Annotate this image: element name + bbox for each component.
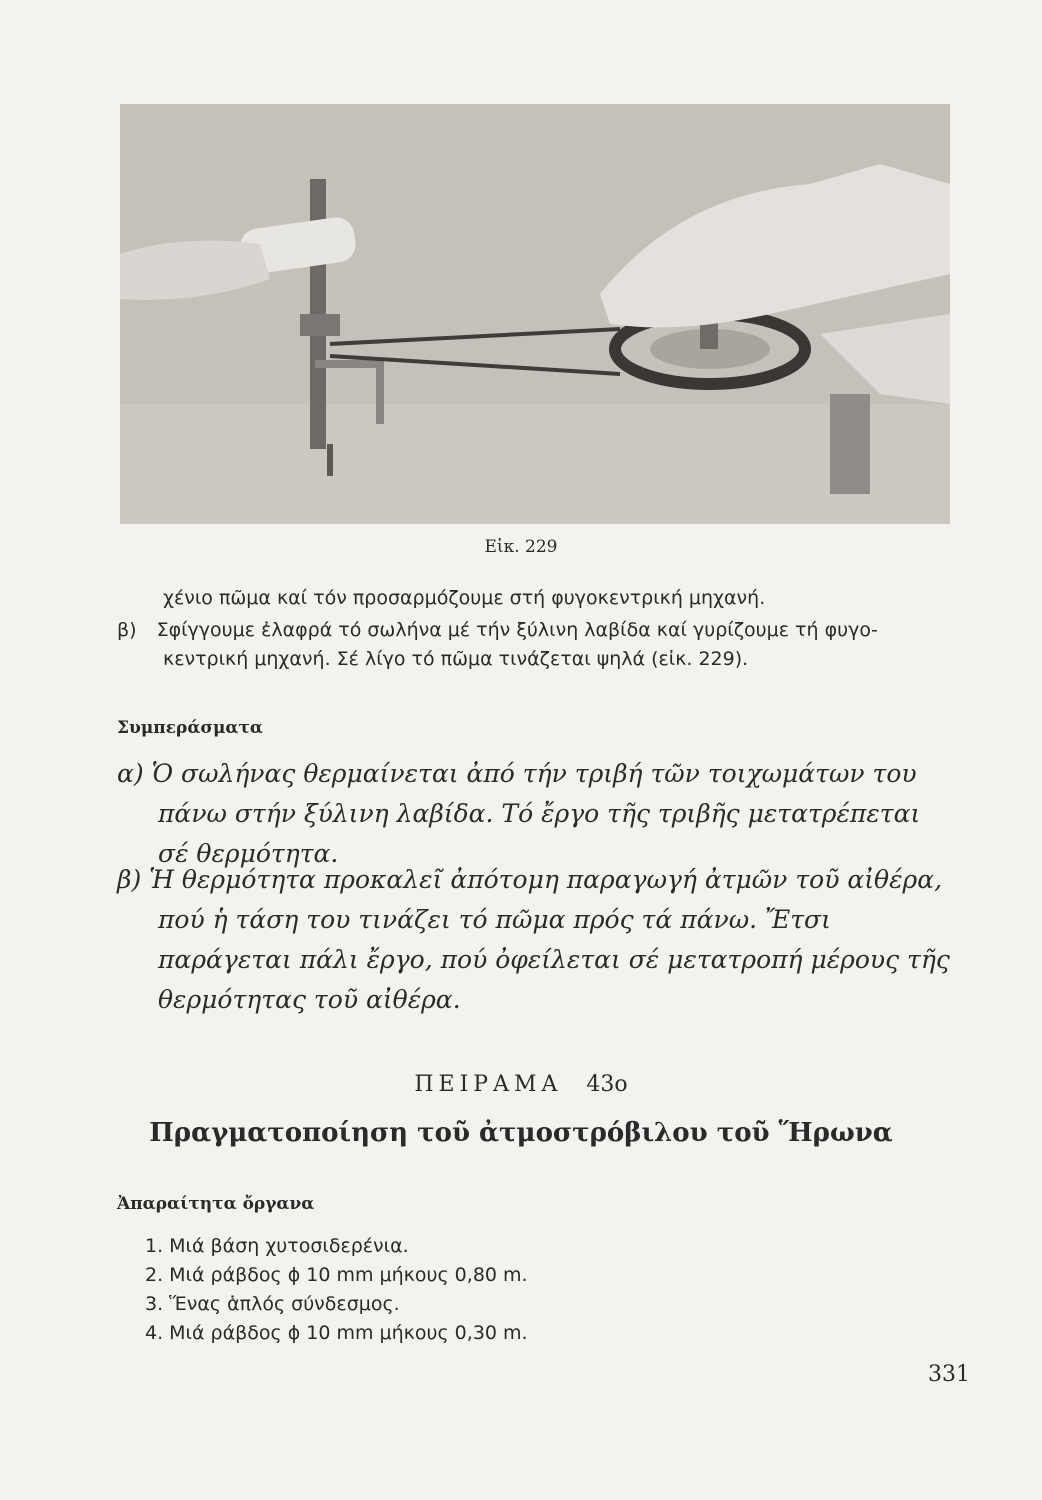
conclusion-text: Ὁ σωλήνας θερμαίνεται ἀπό τήν τριβή τῶν τοιχωμάτων του πάνω στήν ξύλινη λαβίδα. Τό ἔργο τῆς τριβῆς μετατρέπεται σέ θερμότητα. xyxy=(151,759,921,868)
list-item: 1. Μιά βάση χυτοσιδερένια. xyxy=(145,1235,409,1257)
experiment-number: 43ο xyxy=(586,1072,628,1097)
list-item: 4. Μιά ράβδος ϕ 10 mm μήκους 0,30 m. xyxy=(145,1322,528,1344)
conclusion-b xyxy=(117,860,957,1020)
experiment-heading xyxy=(0,1072,1042,1097)
section-heading: Συμπεράσματα xyxy=(117,718,264,738)
conclusion-text: Ἡ θερμότητα προκαλεῖ ἀπότομη παραγωγή ἀτμῶν τοῦ αἰθέρα, πού ἡ τάση του τινάζει τό πῶμα πρός τά πάνω. Ἔτσι παράγεται πάλι ἔργο, πού ὀφείλεται σέ μετατροπή μέρους τῆς θερμότητας τοῦ αἰθέρα. xyxy=(149,865,950,1014)
figure-caption: Εἰκ. 229 xyxy=(484,537,558,557)
experiment-label: ΠΕΙΡΑΜΑ xyxy=(414,1072,563,1097)
conclusion-a xyxy=(117,754,957,874)
list-marker: β) xyxy=(117,619,137,641)
list-item: 3. Ἕνας ἁπλός σύνδεσμος. xyxy=(145,1293,400,1315)
experiment-title: Πραγματοποίηση τοῦ ἀτμοστρόβιλου τοῦ Ἥρωνα xyxy=(149,1118,893,1148)
paragraph-line: κεντρική μηχανή. Σέ λίγο τό πῶμα τινάζεται ψηλά (εἰκ. 229). xyxy=(163,648,749,670)
list-item: 2. Μιά ράβδος ϕ 10 mm μήκους 0,80 m. xyxy=(145,1264,528,1286)
page-number: 331 xyxy=(928,1362,970,1387)
list-text: Σφίγγουμε ἐλαφρά τό σωλήνα μέ τήν ξύλινη λαβίδα καί γυρίζουμε τή φυγο- xyxy=(156,619,878,641)
paragraph-line: χένιο πῶμα καί τόν προσαρμόζουμε στή φυγοκεντρική μηχανή. xyxy=(163,587,766,609)
equipment-list xyxy=(145,1232,528,1348)
list-item-b xyxy=(117,616,952,644)
section-heading: Ἀπαραίτητα ὄργανα xyxy=(117,1194,315,1214)
conclusion-marker: β) xyxy=(117,865,142,894)
conclusion-marker: α) xyxy=(117,759,144,788)
photo-hand-turning-centrifuge-icon xyxy=(120,104,950,524)
figure-photo xyxy=(120,104,950,524)
